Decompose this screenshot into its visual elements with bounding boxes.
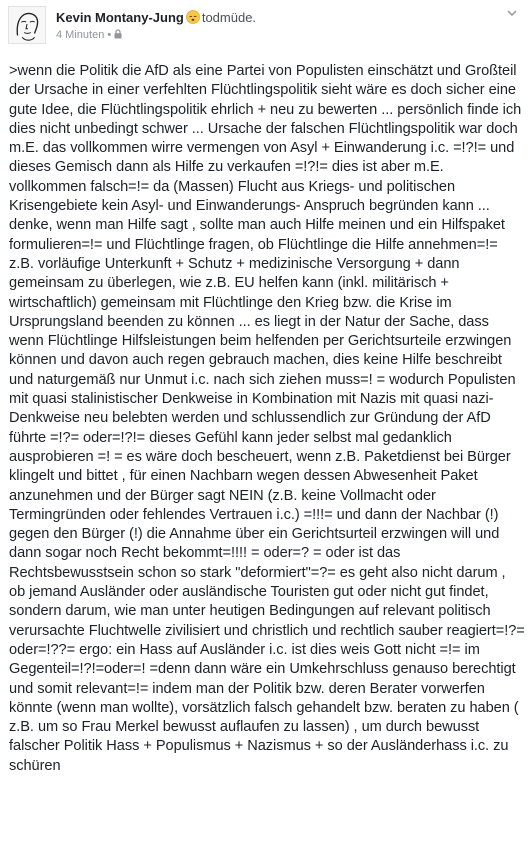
meta-separator: • [107,29,112,41]
chevron-down-icon[interactable] [505,6,519,20]
post-meta [56,28,122,42]
avatar[interactable] [8,6,46,44]
sleepy-face-icon [186,10,200,24]
post-timestamp[interactable]: 4 Minuten [56,29,105,41]
author-line [56,9,256,27]
post-header [0,0,531,52]
author-name[interactable]: Kevin Montany-Jung [56,10,184,25]
post-text: >wenn die Politik die AfD als eine Partei von Populisten einschätzt und Großteil der Ursache in einer verfehlten Flüchtlingspolitik sieht wäre es doch sicher eine gute Idee, die Flüchtlingspolitik ehrlich + neu zu bewerten ... persönlich finde ich dies nicht unbedingt schwer ... Ursache der falschen Flüchtlingspolitik war doch m.E. das vollkommen wirre vermengen von Asyl + Einwanderung i.c. =!?!= und dieses Gemisch dann als Hilfe zu verkaufen =!?!= dies ist aber m.E. vollkommen falsch=!= da (Massen) Flucht aus Kriegs- und politischen Krisengebiete kein Asyl- und Einwanderungs- Anspruch begründen kann ... denke, wenn man Hilfe sagt , sollte man auch Hilfe meinen und ein Hilfspaket formulieren=!= und Flüchtlinge fragen, ob Flüchtlinge die Hilfe annehmen=!= z.B. vorläufige Unterkunft + Schutz + medizinische Versorgung + dann gemeinsam zu überlegen, wie z.B. EU helfen kann (inkl. militärisch + wirtschaftlich) gemeinsam mit Flüchtlinge den Krieg bzw. die Krise im Ursprungsland beenden zu können ... es liegt in der Natur der Sache, dass wenn Flüchtlinge Hilfsleistungen beim helfenden per Gerichtsurteile erzwingen können und davon auch regen gebrauch machen, dies keine Hilfe beschreibt und naturgemäß nur Unmut i.c. nach sich ziehen muss=! = wodurch Populisten mit quasi stalinistischer Denkweise in Kombination mit Nazis mit quasi nazi- Denkweise neu belebten werden und schlussendlich zur Gründung der AfD führte =!?= oder=!?!= dieses Gefühl kann jeder selbst mal gedanklich ausprobieren =! = es wäre doch bescheuert, wenn z.B. Paketdienst bei Bürger klingelt und bittet , für einen Nachbarn wegen dessen Abwesenheit Paket anzunehmen und der Bürger sagt NEIN (z.B. keine Vollmacht oder Termingründen oder fehlendes Vertrauen i.c.) =!!!= und dann der Nachbar (!) gegen den Bürger (!) die Annahme über ein Gerichtsurteil erzwingen will und dann sogar noch Recht bekommt=!!!! = oder=? = oder ist das Rechtsbewusstsein schon so stark "deformiert"=?= es geht also nicht darum , ob jemand Ausländer oder ausländische Touristen gut oder nicht gut findet, sondern darum, wie man unter heutigen Bedingungen auf relevant politisch verursachte Fluchtwelle zivilisiert und christlich und rechtlich sauber reagiert=!?= oder=!??= ergo: ein Hass auf Ausländer i.c. ist dies weis Gott nicht =!= im Gegenteil=!?!=oder=! =denn dann wäre ein Umkehrschluss genauso berechtigt und somit relevant=!= indem man der Politik bzw. deren Berater vorwerfen könnte (wenn man wollte), vorsätzlich falsch gehandelt bzw. beraten zu haben ( z.B. um so Frau Merkel bewusst auflaufen zu lassen) , um durch bewusst falscher Politik Hass + Populismus + Nazismus + so der Ausländerhass i.c. zu schüren [9,63,525,774]
feeling-text: todmüde. [201,10,257,25]
avatar-sketch-icon [9,7,45,43]
lock-icon[interactable] [114,29,122,39]
